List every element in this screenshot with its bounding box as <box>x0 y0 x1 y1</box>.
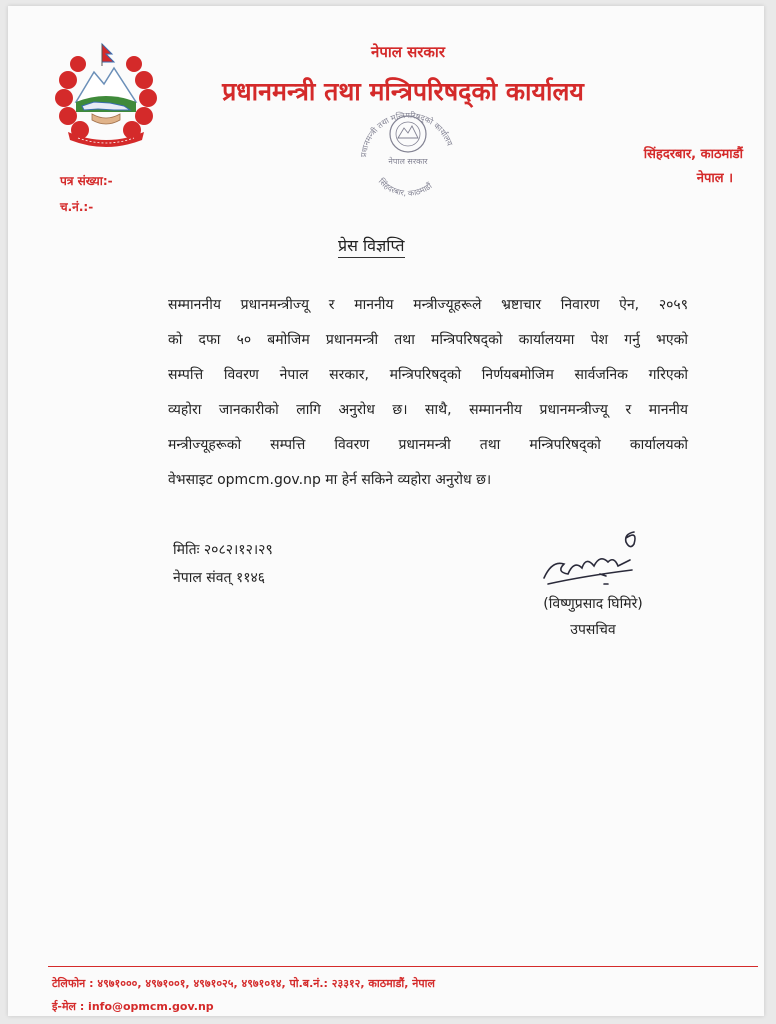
notice-date: मितिः २०८२।१२।२९ <box>173 542 273 558</box>
signatory-name: (विष्णुप्रसाद घिमिरे) <box>543 596 643 612</box>
office-address: सिंहदरबार, काठमाडौं <box>643 147 743 162</box>
seal-bottom-text: सिंहदरबार, काठमाडौं <box>376 176 434 199</box>
footer-email: ई-मेल : info@opmcm.gov.np <box>52 1000 214 1013</box>
notice-line: मन्त्रीज्यूहरूको सम्पत्ति विवरण प्रधानमन्त्री तथा मन्त्रिपरिषद्को कार्यालयको <box>168 437 688 453</box>
dispatch-number-label: च.नं.:- <box>60 200 94 214</box>
seal-outer-text: प्रधानमन्त्री तथा मन्त्रिपरिषद्को कार्यालय <box>359 110 455 158</box>
footer-phone: टेलिफोन : ४९७१०००, ४९७१००१, ४९७१०२५, ४९७१०१४, पो.ब.नं.: २३३१२, काठमाडौं, नेपाल <box>52 977 435 990</box>
letter-page <box>8 6 764 1016</box>
signature-icon <box>534 520 654 598</box>
notice-line: वेभसाइट opmcm.gov.np मा हेर्न सकिने व्यहोरा अनुरोध छ। <box>168 472 492 488</box>
seal-inner-text: नेपाल सरकार <box>388 157 428 166</box>
notice-title: प्रेस विज्ञप्ति <box>338 234 405 258</box>
notice-line: व्यहोरा जानकारीको लागि अनुरोध छ। साथै, सम्माननीय प्रधानमन्त्रीज्यू र माननीय <box>168 402 688 418</box>
reference-number-label: पत्र संख्या:- <box>60 174 113 188</box>
notice-line: सम्माननीय प्रधानमन्त्रीज्यू र माननीय मन्त्रीज्यूहरूले भ्रष्टाचार निवारण ऐन, २०५९ <box>168 297 688 313</box>
office-name: प्रधानमन्त्री तथा मन्त्रिपरिषद्को कार्यालय <box>222 77 584 106</box>
office-seal-icon <box>348 98 468 218</box>
nepal-sambat-date: नेपाल संवत् ११४६ <box>173 570 266 586</box>
government-name: नेपाल सरकार <box>371 43 445 61</box>
notice-line: को दफा ५० बमोजिम प्रधानमन्त्री तथा मन्त्रिपरिषद्को कार्यालयमा पेश गर्नु भएको <box>168 332 688 348</box>
notice-body <box>168 288 688 498</box>
signatory-title: उपसचिव <box>570 622 616 638</box>
footer-divider <box>48 966 758 967</box>
nepal-emblem-icon <box>54 40 158 148</box>
office-country: नेपाल । <box>696 171 733 186</box>
notice-line: सम्पत्ति विवरण नेपाल सरकार, मन्त्रिपरिषद्को निर्णयबमोजिम सार्वजनिक गरिएको <box>168 367 688 383</box>
